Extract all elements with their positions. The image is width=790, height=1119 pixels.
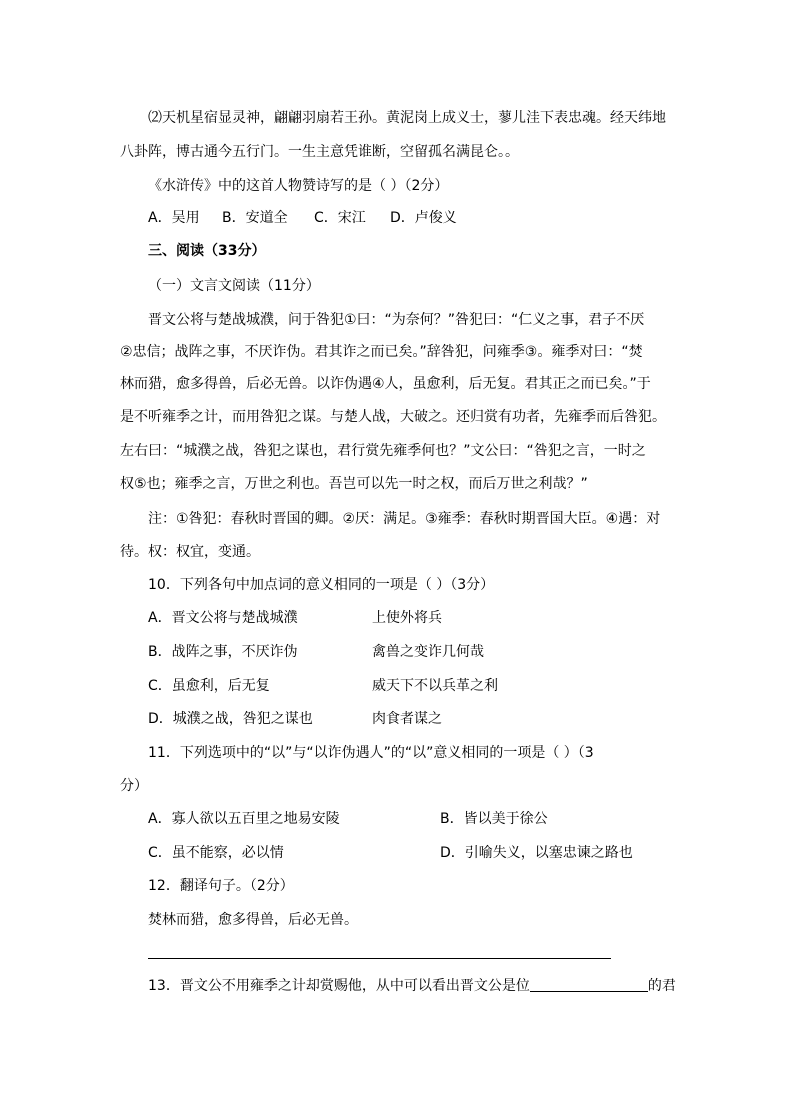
passage-line: 左右曰：“城濮之战，咎犯之谋也，君行赏先雍季何也？”文公曰：“咎犯之言，一时之 xyxy=(120,443,646,459)
q13-stem-text: 13．晋文公不用雍季之计却赏赐他，从中可以看出晋文公是位 xyxy=(148,978,530,994)
q12-stem: 12．翻译句子。（2分） xyxy=(148,878,294,894)
notes-line: 待。权：权宜，变通。 xyxy=(120,544,260,560)
q10-option-d: D．城濮之战，咎犯之谋也 xyxy=(148,711,313,727)
q10-option-c-pair: 威天下不以兵革之利 xyxy=(372,678,498,694)
q12-sentence: 焚林而猎，愈多得兽，后必无兽。 xyxy=(148,912,358,928)
q10-option-a: A．晋文公将与楚战城濮 xyxy=(148,610,298,626)
q10-option-b: B．战阵之事，不厌诈伪 xyxy=(148,644,298,660)
q11-option-a: A．寡人欲以五百里之地易安陵 xyxy=(148,811,340,827)
q12-answer-line[interactable] xyxy=(148,958,611,959)
q13-stem xyxy=(148,975,676,996)
q13-stem-end: 的君 xyxy=(647,978,676,994)
passage-line: 林而猎，愈多得兽，后必无兽。以诈伪遇④人，虽愈利，后无复。君其正之而已矣。”于 xyxy=(120,376,651,392)
q11-option-b: B．皆以美于徐公 xyxy=(440,811,548,827)
notes-line: 注：①咎犯：春秋时晋国的卿。②厌：满足。③雍季：春秋时期晋国大臣。④遇：对 xyxy=(148,511,661,527)
passage-line: ②忠信；战阵之事，不厌诈伪。君其诈之而已矣。”辞咎犯，问雍季③。雍季对曰：“焚 xyxy=(120,344,643,360)
q11-stem: 11．下列选项中的“以”与“以诈伪遇人”的“以”意义相同的一项是（ ）（3 xyxy=(148,745,594,761)
poem-option-b: B．安道全 xyxy=(222,210,288,226)
passage-line: 权⑤也；雍季之言，万世之利也。吾岂可以先一时之权，而后万世之利哉？” xyxy=(120,476,588,492)
q10-stem: 10．下列各句中加点词的意义相同的一项是（ ）（3分） xyxy=(148,577,495,593)
q11-option-c: C．虽不能察，必以情 xyxy=(148,845,284,861)
section-title: 三、阅读（33分） xyxy=(148,243,266,259)
q10-option-a-pair: 上使外将兵 xyxy=(372,610,442,626)
poem-option-d: D．卢俊义 xyxy=(390,210,457,226)
subsection-title: （一）文言文阅读（11分） xyxy=(148,278,320,294)
q10-option-d-pair: 肉食者谋之 xyxy=(372,711,442,727)
q10-option-c: C．虽愈利，后无复 xyxy=(148,678,270,694)
poem-line-1: ⑵天机星宿显灵神，翩翩羽扇若王孙。黄泥岗上成义士，蓼儿洼下表忠魂。经天纬地 xyxy=(148,110,666,126)
poem-option-a: A．吴用 xyxy=(148,210,200,226)
q10-option-b-pair: 禽兽之变诈几何哉 xyxy=(372,644,484,660)
poem-option-c: C．宋江 xyxy=(314,210,366,226)
q11-stem-cont: 分） xyxy=(120,778,148,794)
poem-question-stem: 《水浒传》中的这首人物赞诗写的是（ ）（2分） xyxy=(148,178,449,194)
q11-option-d: D．引喻失义，以塞忠谏之路也 xyxy=(440,845,633,861)
passage-line: 是不听雍季之计，而用咎犯之谋。与楚人战，大破之。还归赏有功者，先雍季而后咎犯。 xyxy=(120,409,666,425)
poem-line-2: 八卦阵，博古通今五行门。一生主意凭谁断，空留孤名满昆仑。。 xyxy=(120,144,519,160)
q13-answer-blank[interactable] xyxy=(530,975,648,992)
passage-line: 晋文公将与楚战城濮，问于咎犯①曰：“为奈何？”咎犯曰：“仁义之事，君子不厌 xyxy=(148,312,645,328)
